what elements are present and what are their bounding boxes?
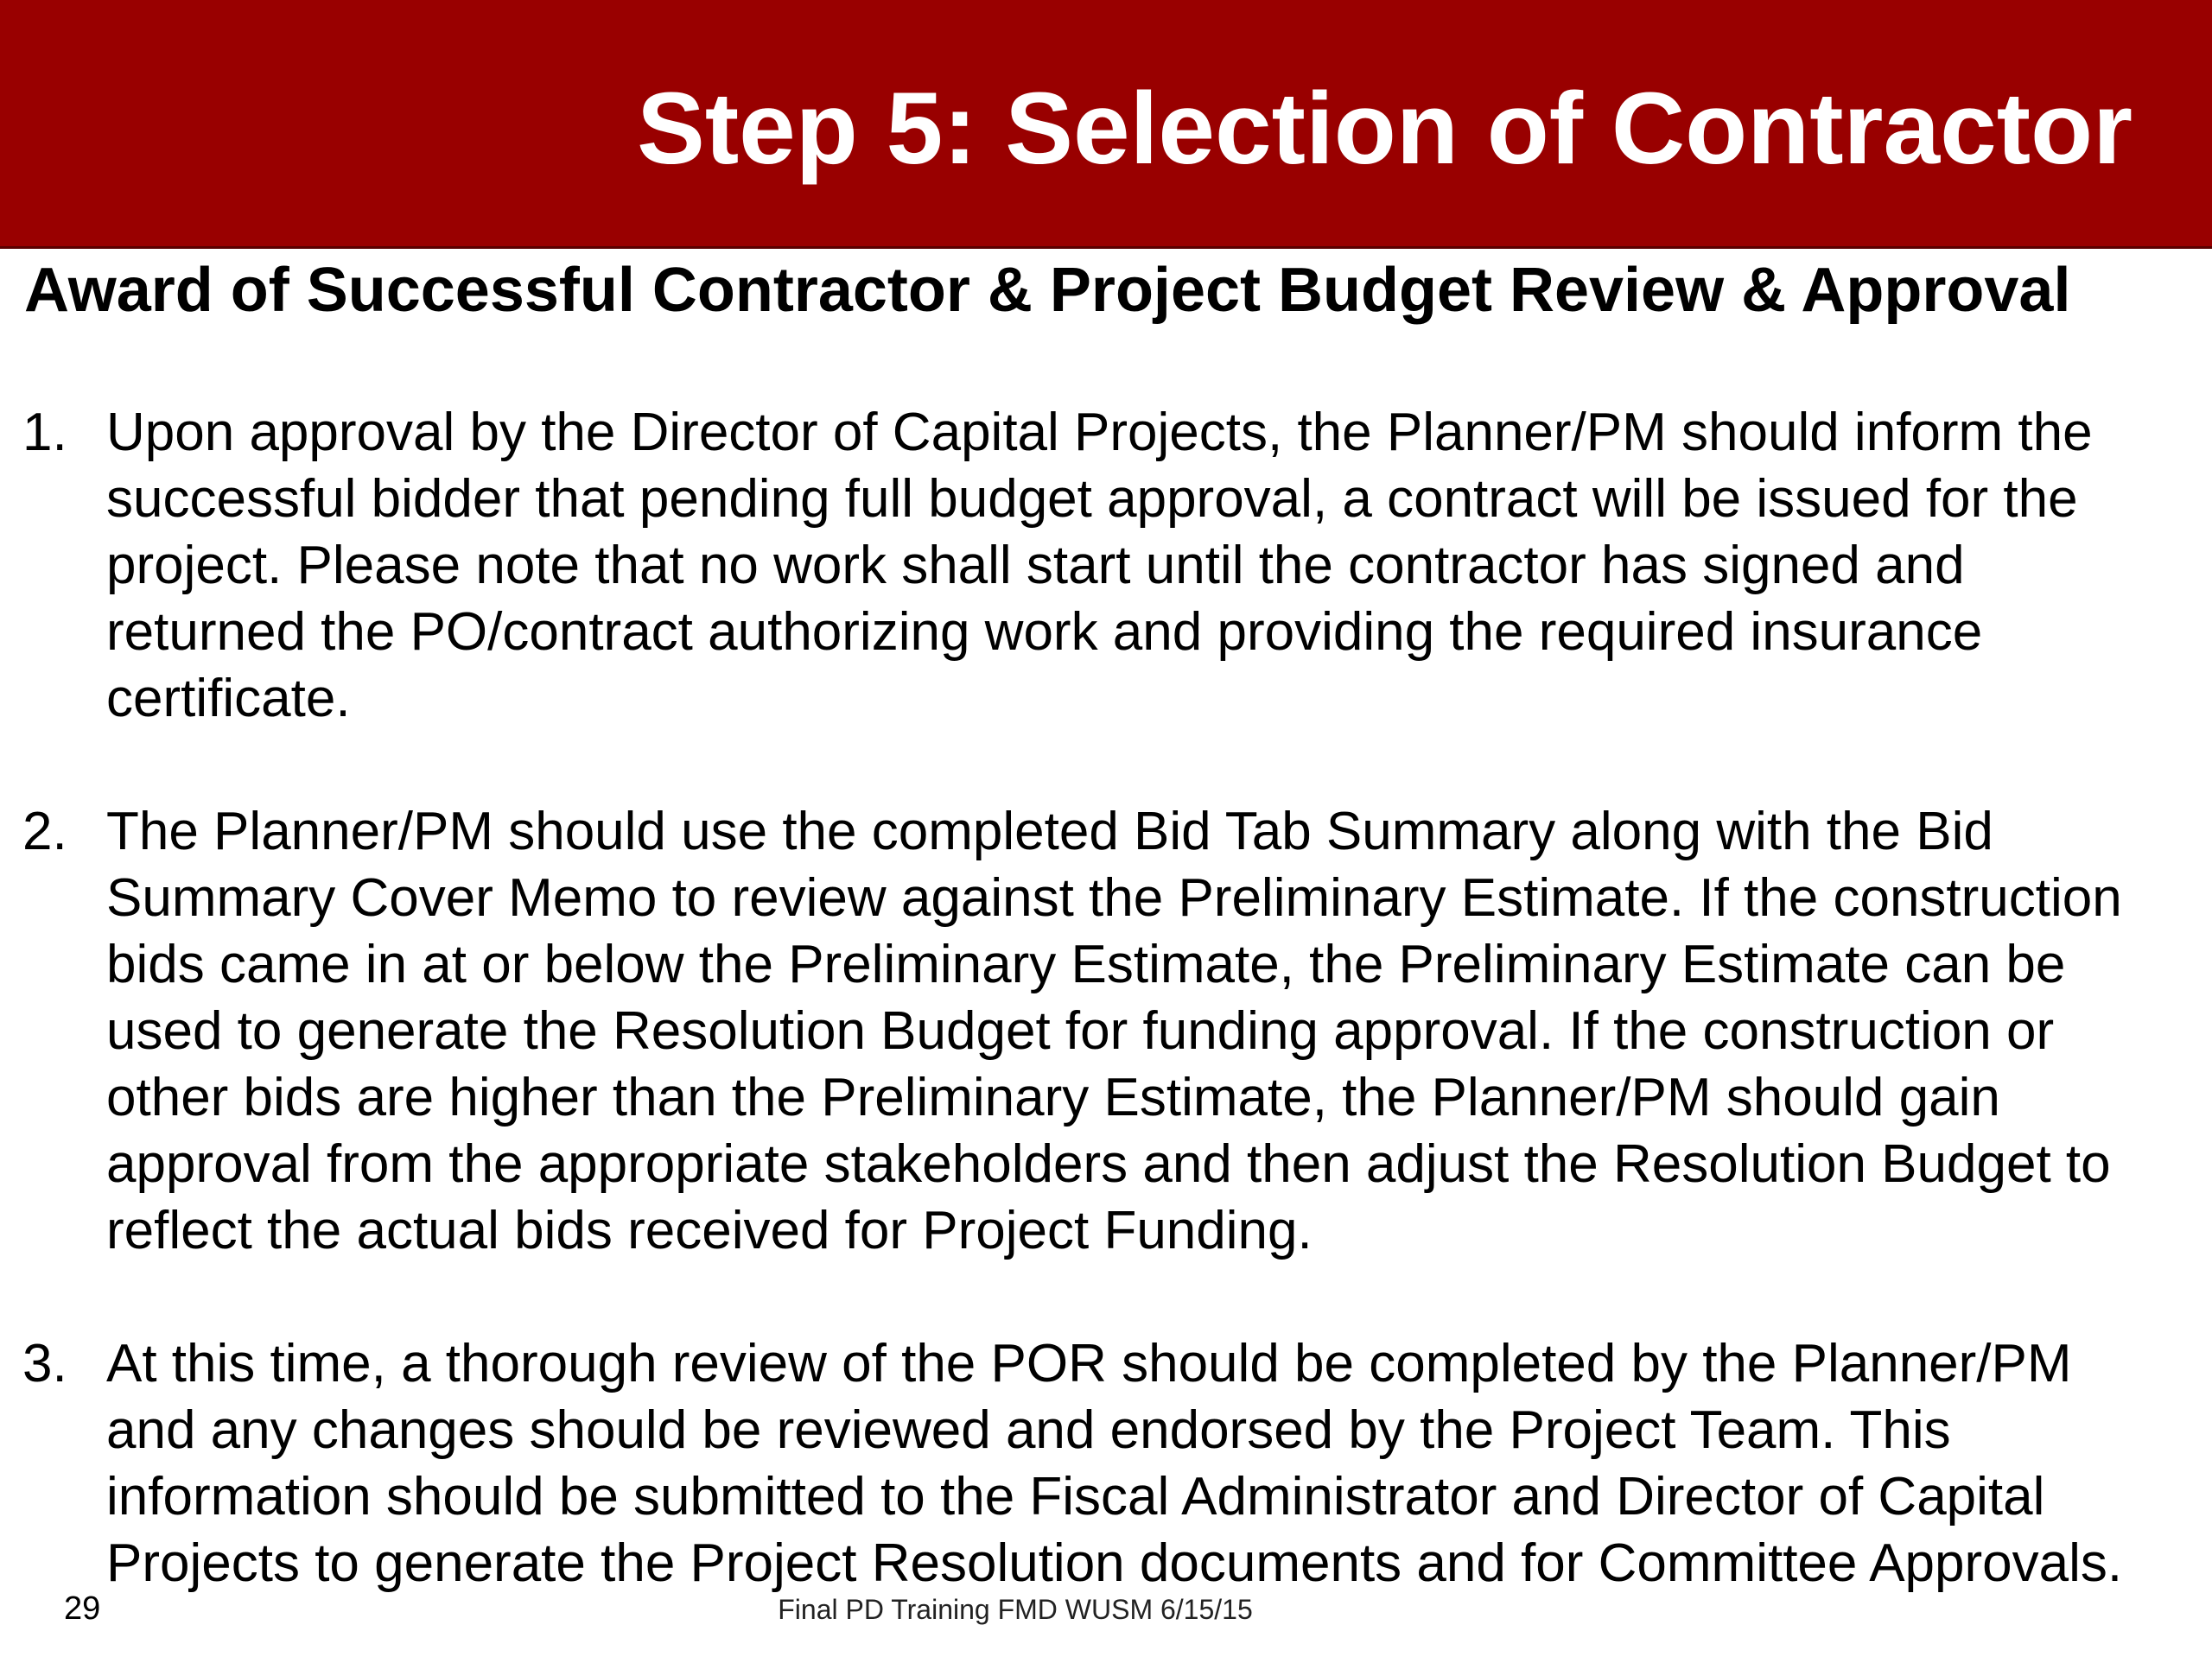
page-number: 29 (64, 1590, 101, 1627)
slide-title: Step 5: Selection of Contractor (637, 72, 2133, 186)
slide-subtitle: Award of Successful Contractor & Project Budget Review & Approval (24, 256, 2071, 325)
step-number: 2. (22, 802, 67, 861)
step-text: At this time, a thorough review of the POR should be completed by the Planner/PM and any changes should be reviewed and endorsed by the Project Team. This information should be submitted to the Fiscal Administrator and Director of Capital Projects to generate the Project Resolution documents and for Committee Approvals. (106, 1334, 2123, 1593)
step-item-3 (0, 1330, 2212, 1596)
step-number: 1. (22, 403, 67, 462)
step-item-2 (0, 798, 2212, 1264)
footer-text: Final PD Training FMD WUSM 6/15/15 (778, 1594, 1253, 1625)
title-bar (0, 0, 2212, 249)
step-list (0, 399, 2212, 1663)
step-text: The Planner/PM should use the completed Bid Tab Summary along with the Bid Summary Cover Memo to review against the Preliminary Estimate. If the construction bids came in at or below the Preliminary Estimate, the Preliminary Estimate can be used to generate the Resolution Budget for funding approval. If the construction or other bids are higher than the Preliminary Estimate, the Planner/PM should gain approval from the appropriate stakeholders and then adjust the Resolution Budget to reflect the actual bids received for Project Funding. (106, 802, 2122, 1260)
step-number: 3. (22, 1334, 67, 1393)
step-item-1 (0, 399, 2212, 732)
step-text: Upon approval by the Director of Capital Projects, the Planner/PM should inform the successful bidder that pending full budget approval, a contract will be issued for the project. Please note that no work shall start until the contractor has signed and returned the PO/contract authorizing work and providing the required insurance certificate. (106, 403, 2093, 728)
